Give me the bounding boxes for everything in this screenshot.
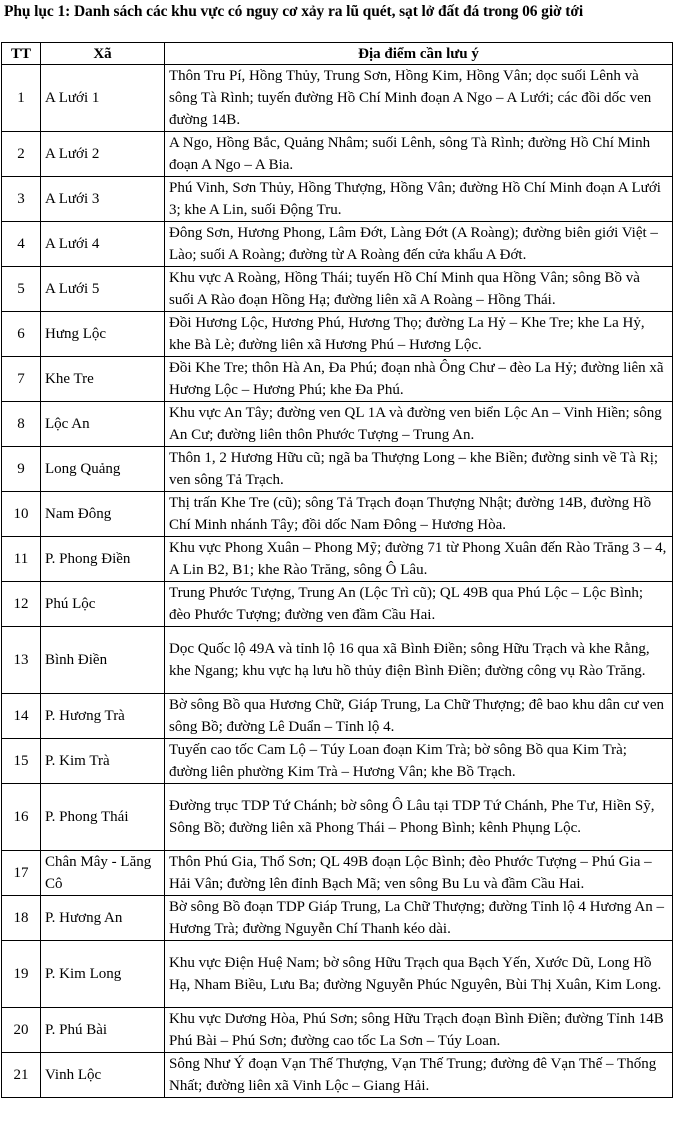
row-number: 14 <box>2 694 41 739</box>
page-title: Phụ lục 1: Danh sách các khu vực có nguy cơ xảy ra lũ quét, sạt lở đất đá trong 06 giờ tới <box>4 3 584 20</box>
row-commune: P. Hương Trà <box>41 694 165 739</box>
table-row <box>2 222 673 267</box>
row-commune: P. Phú Bài <box>41 1008 165 1053</box>
table-row <box>2 402 673 447</box>
row-commune: Long Quảng <box>41 447 165 492</box>
row-location: Bờ sông Bồ qua Hương Chữ, Giáp Trung, La Chữ Thượng; đê bao khu dân cư ven sông Bồ; đường Lê Duẩn – Tỉnh lộ 4. <box>165 694 673 739</box>
row-location: Khu vực Phong Xuân – Phong Mỹ; đường 71 từ Phong Xuân đến Rào Trăng 3 – 4, A Lin B2, B1; khe Rào Trăng, sông Ô Lâu. <box>165 537 673 582</box>
row-commune: Chân Mây - Lăng Cô <box>41 851 165 896</box>
row-location: Thôn 1, 2 Hương Hữu cũ; ngã ba Thượng Long – khe Biền; đường sinh về Tà Rị; ven sông Tả Trạch. <box>165 447 673 492</box>
row-location: Khu vực Điện Huệ Nam; bờ sông Hữu Trạch qua Bạch Yến, Xước Dũ, Long Hồ Hạ, Nham Biều, Lưu Ba; đường Nguyễn Phúc Nguyên, Bùi Thị Xuân, Kim Long. <box>165 941 673 1008</box>
table-row <box>2 447 673 492</box>
row-commune: A Lưới 3 <box>41 177 165 222</box>
row-location: Khu vực A Roàng, Hồng Thái; tuyến Hồ Chí Minh qua Hồng Vân; sông Bồ và suối A Rào đoạn Hồng Hạ; đường liên xã A Roàng – Hồng Thái. <box>165 267 673 312</box>
table-row <box>2 177 673 222</box>
table-row <box>2 851 673 896</box>
row-number: 15 <box>2 739 41 784</box>
row-number: 13 <box>2 627 41 694</box>
row-commune: P. Phong Thái <box>41 784 165 851</box>
row-number: 8 <box>2 402 41 447</box>
row-commune: Phú Lộc <box>41 582 165 627</box>
row-commune: A Lưới 2 <box>41 132 165 177</box>
table-row <box>2 312 673 357</box>
table-row <box>2 492 673 537</box>
table-row <box>2 694 673 739</box>
row-commune: A Lưới 1 <box>41 65 165 132</box>
row-number: 21 <box>2 1053 41 1098</box>
row-commune: Lộc An <box>41 402 165 447</box>
row-number: 7 <box>2 357 41 402</box>
row-number: 20 <box>2 1008 41 1053</box>
row-commune: Nam Đông <box>41 492 165 537</box>
table-row <box>2 267 673 312</box>
table-row <box>2 357 673 402</box>
row-location: Đồi Khe Tre; thôn Hà An, Đa Phú; đoạn nhà Ông Chư – đèo La Hỷ; đường liên xã Hương Lộc – Hương Phú; khe Đa Phú. <box>165 357 673 402</box>
row-commune: Hưng Lộc <box>41 312 165 357</box>
row-number: 1 <box>2 65 41 132</box>
row-location: Thôn Phú Gia, Thổ Sơn; QL 49B đoạn Lộc Bình; đèo Phước Tượng – Phú Gia – Hải Vân; đường lên đỉnh Bạch Mã; ven sông Bu Lu và đầm Cầu Hai. <box>165 851 673 896</box>
table-header-row <box>2 43 673 65</box>
header-xa: Xã <box>41 43 165 65</box>
row-location: Bờ sông Bồ đoạn TDP Giáp Trung, La Chữ Thượng; đường Tỉnh lộ 4 Hương An – Hương Trà; đường Nguyễn Chí Thanh kéo dài. <box>165 896 673 941</box>
header-tt: TT <box>2 43 41 65</box>
row-commune: P. Kim Long <box>41 941 165 1008</box>
row-number: 18 <box>2 896 41 941</box>
row-commune: Khe Tre <box>41 357 165 402</box>
row-number: 10 <box>2 492 41 537</box>
row-commune: P. Phong Điền <box>41 537 165 582</box>
header-dia-diem: Địa điểm cần lưu ý <box>165 43 673 65</box>
table-row <box>2 941 673 1008</box>
row-location: A Ngo, Hồng Bắc, Quảng Nhâm; suối Lênh, sông Tà Rình; đường Hồ Chí Minh đoạn A Ngo – A Bia. <box>165 132 673 177</box>
row-location: Phú Vinh, Sơn Thủy, Hồng Thượng, Hồng Vân; đường Hồ Chí Minh đoạn A Lưới 3; khe A Lin, suối Động Tru. <box>165 177 673 222</box>
row-location: Đồi Hương Lộc, Hương Phú, Hương Thọ; đường La Hỷ – Khe Tre; khe La Hỷ, khe Bà Lè; đường liên xã Hương Phú – Hương Lộc. <box>165 312 673 357</box>
row-location: Thị trấn Khe Tre (cũ); sông Tả Trạch đoạn Thượng Nhật; đường 14B, đường Hồ Chí Minh nhánh Tây; đồi dốc Nam Đông – Hương Hòa. <box>165 492 673 537</box>
row-number: 9 <box>2 447 41 492</box>
row-number: 11 <box>2 537 41 582</box>
table-body <box>2 65 673 1098</box>
table-row <box>2 739 673 784</box>
row-location: Tuyến cao tốc Cam Lộ – Túy Loan đoạn Kim Trà; bờ sông Bồ qua Kim Trà; đường liên phường Kim Trà – Hương Vân; khe Bồ Trạch. <box>165 739 673 784</box>
row-commune: A Lưới 5 <box>41 267 165 312</box>
row-commune: P. Kim Trà <box>41 739 165 784</box>
table-row <box>2 784 673 851</box>
row-location: Đông Sơn, Hương Phong, Lâm Đớt, Làng Đớt (A Roàng); đường biên giới Việt – Lào; suối A Roàng; đường từ A Roàng đến cửa khẩu A Đớt. <box>165 222 673 267</box>
row-location: Khu vực An Tây; đường ven QL 1A và đường ven biển Lộc An – Vinh Hiền; sông An Cư; đường liên thôn Phước Tượng – Trung An. <box>165 402 673 447</box>
row-location: Dọc Quốc lộ 49A và tỉnh lộ 16 qua xã Bình Điền; sông Hữu Trạch và khe Rằng, khe Ngang; khu vực hạ lưu hồ thủy điện Bình Điền; đường công vụ Rào Trăng. <box>165 627 673 694</box>
row-number: 4 <box>2 222 41 267</box>
row-number: 5 <box>2 267 41 312</box>
table-row <box>2 627 673 694</box>
row-number: 2 <box>2 132 41 177</box>
row-number: 6 <box>2 312 41 357</box>
table-row <box>2 1053 673 1098</box>
row-location: Trung Phước Tượng, Trung An (Lộc Trì cũ); QL 49B qua Phú Lộc – Lộc Bình; đèo Phước Tượng; đường ven đầm Cầu Hai. <box>165 582 673 627</box>
row-commune: Bình Điền <box>41 627 165 694</box>
table-row <box>2 537 673 582</box>
table-row <box>2 132 673 177</box>
row-number: 17 <box>2 851 41 896</box>
row-commune: Vinh Lộc <box>41 1053 165 1098</box>
table-row <box>2 582 673 627</box>
table-row <box>2 1008 673 1053</box>
table-row <box>2 65 673 132</box>
row-commune: P. Hương An <box>41 896 165 941</box>
row-location: Thôn Tru Pí, Hồng Thủy, Trung Sơn, Hồng Kim, Hồng Vân; dọc suối Lênh và sông Tà Rình; tuyến đường Hồ Chí Minh đoạn A Ngo – A Lưới; các đồi dốc ven đường 14B. <box>165 65 673 132</box>
row-commune: A Lưới 4 <box>41 222 165 267</box>
row-location: Khu vực Dương Hòa, Phú Sơn; sông Hữu Trạch đoạn Bình Điền; đường Tỉnh 14B Phú Bài – Phú Sơn; đường cao tốc La Sơn – Túy Loan. <box>165 1008 673 1053</box>
table-row <box>2 896 673 941</box>
row-number: 12 <box>2 582 41 627</box>
hazard-area-table <box>1 42 673 1098</box>
row-number: 3 <box>2 177 41 222</box>
row-number: 19 <box>2 941 41 1008</box>
row-location: Sông Như Ý đoạn Vạn Thế Thượng, Vạn Thế Trung; đường đê Vạn Thế – Thống Nhất; đường liên xã Vinh Lộc – Giang Hải. <box>165 1053 673 1098</box>
row-location: Đường trục TDP Tứ Chánh; bờ sông Ô Lâu tại TDP Tứ Chánh, Phe Tư, Hiền Sỹ, Sông Bồ; đường liên xã Phong Thái – Phong Bình; kênh Phụng Lộc. <box>165 784 673 851</box>
row-number: 16 <box>2 784 41 851</box>
